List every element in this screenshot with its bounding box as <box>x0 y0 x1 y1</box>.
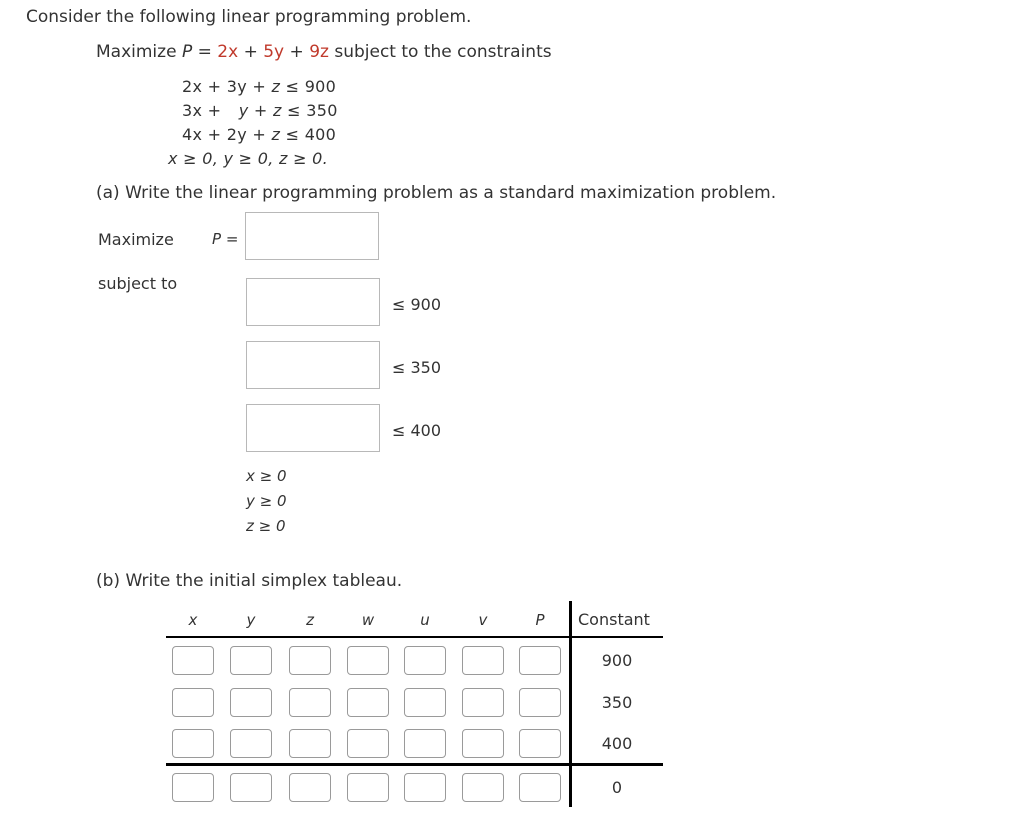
tableau-cell[interactable] <box>230 773 272 802</box>
constraint-input-1[interactable] <box>246 278 380 326</box>
c1-term-x: 2x <box>182 77 203 96</box>
tableau-cell[interactable] <box>289 646 331 675</box>
constant-value: 0 <box>611 778 623 797</box>
c1-term-z: z <box>271 77 281 96</box>
col-header-y: y <box>246 611 256 629</box>
tableau-cell[interactable] <box>462 729 504 758</box>
col-header-x: x <box>188 611 198 629</box>
c2-leq: ≤ <box>287 101 301 120</box>
col-header-w: w <box>361 611 375 629</box>
c3-term-x: 4x <box>182 125 203 144</box>
tableau-cell[interactable] <box>404 729 446 758</box>
constraint-3 <box>182 125 336 144</box>
tableau-vertical-divider <box>569 601 572 807</box>
tableau-cell[interactable] <box>347 729 389 758</box>
tableau-cell[interactable] <box>230 688 272 717</box>
constant-value: 400 <box>601 734 633 753</box>
constraint-input-3[interactable] <box>246 404 380 452</box>
coef-x: 2x <box>217 42 239 62</box>
col-header-constant: Constant <box>578 610 650 629</box>
part-b-prompt: (b) Write the initial simplex tableau. <box>96 571 403 591</box>
c1-plus: + <box>252 77 267 96</box>
subject-to-label: subject to <box>98 274 178 293</box>
tableau-cell[interactable] <box>462 688 504 717</box>
tableau-cell[interactable] <box>289 729 331 758</box>
c3-term-z: z <box>271 125 281 144</box>
constant-value: 350 <box>601 693 633 712</box>
col-header-v: v <box>478 611 488 629</box>
c3-leq: ≤ <box>285 125 300 144</box>
nonneg-y: y ≥ 0 <box>246 492 287 510</box>
tableau-cell[interactable] <box>404 646 446 675</box>
tableau-cell[interactable] <box>404 773 446 802</box>
tableau-cell[interactable] <box>347 773 389 802</box>
tableau-cell[interactable] <box>172 729 214 758</box>
tableau-cell[interactable] <box>230 729 272 758</box>
tableau-cell[interactable] <box>230 646 272 675</box>
tableau-objective-rule <box>166 763 663 766</box>
coef-z: 9z <box>309 42 329 62</box>
tableau-cell[interactable] <box>347 688 389 717</box>
tableau-cell[interactable] <box>519 688 561 717</box>
maximize-label: Maximize <box>98 230 174 249</box>
constraint-2 <box>182 101 338 120</box>
tableau-cell[interactable] <box>404 688 446 717</box>
c2-rhs: 350 <box>306 101 338 120</box>
col-header-p: P <box>535 611 545 629</box>
intro-text: Consider the following linear programming problem. <box>26 7 472 27</box>
tableau-cell[interactable] <box>172 646 214 675</box>
objective-p: P <box>181 42 193 62</box>
plus-sign: + <box>243 42 258 62</box>
c3-plus: + <box>207 125 222 144</box>
subject-tail: subject to the constraints <box>334 42 552 62</box>
coef-y: 5y <box>263 42 285 62</box>
c2-term-y: y <box>238 101 249 120</box>
tableau-cell[interactable] <box>289 773 331 802</box>
col-header-z: z <box>306 611 314 629</box>
objective-input[interactable] <box>245 212 379 260</box>
c2-term-z: z <box>273 101 282 120</box>
constraint-1 <box>182 77 336 96</box>
c2-term-x: 3x <box>182 101 203 120</box>
rhs-label-3: ≤ 400 <box>392 421 442 440</box>
tableau-cell[interactable] <box>462 646 504 675</box>
col-header-u: u <box>420 611 430 629</box>
tableau-cell[interactable] <box>289 688 331 717</box>
tableau-cell[interactable] <box>462 773 504 802</box>
tableau-cell[interactable] <box>172 688 214 717</box>
part-a-prompt: (a) Write the linear programming problem as a standard maximization problem. <box>96 183 777 203</box>
rhs-label-1: ≤ 900 <box>392 295 442 314</box>
tableau-header-rule <box>166 636 663 638</box>
c3-rhs: 400 <box>304 125 337 144</box>
constraint-input-2[interactable] <box>246 341 380 389</box>
tableau-cell[interactable] <box>519 729 561 758</box>
rhs-label-2: ≤ 350 <box>392 358 442 377</box>
plus-sign: + <box>289 42 304 62</box>
tableau-cell[interactable] <box>519 773 561 802</box>
c1-plus: + <box>207 77 222 96</box>
p-label: P = <box>212 230 239 248</box>
nonneg-z: z ≥ 0 <box>246 517 286 535</box>
c2-plus: + <box>207 101 222 120</box>
c1-leq: ≤ <box>285 77 300 96</box>
tableau-cell[interactable] <box>519 646 561 675</box>
c1-term-y: 3y <box>226 77 247 96</box>
c2-plus: + <box>253 101 268 120</box>
constant-value: 900 <box>601 651 633 670</box>
nonneg-x: x ≥ 0 <box>246 467 287 485</box>
tableau-cell[interactable] <box>347 646 389 675</box>
c1-rhs: 900 <box>304 77 337 96</box>
nonneg-constraints: x ≥ 0, y ≥ 0, z ≥ 0. <box>168 149 329 168</box>
objective-line <box>96 42 552 62</box>
tableau-cell[interactable] <box>172 773 214 802</box>
c3-term-y: 2y <box>226 125 247 144</box>
maximize-word: Maximize <box>96 42 177 62</box>
c3-plus: + <box>252 125 267 144</box>
equals-sign: = <box>197 42 212 62</box>
